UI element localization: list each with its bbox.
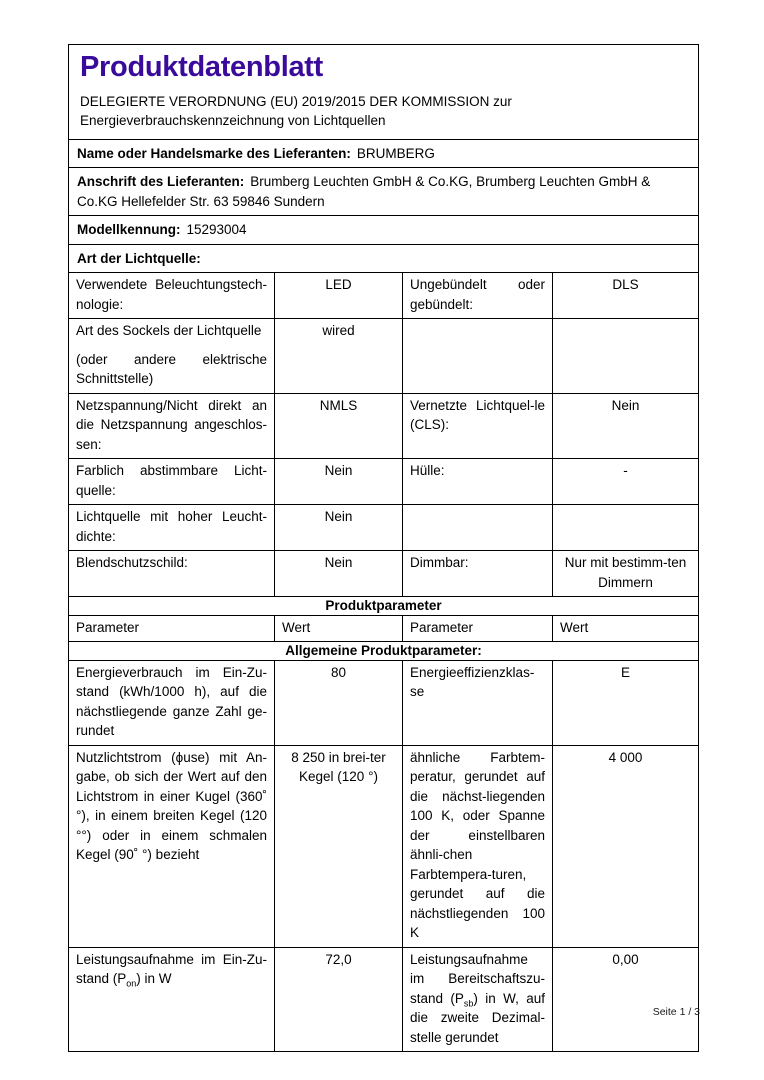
supplier-name-label: Name oder Handelsmarke des Lieferanten: [77,145,351,161]
general-parameters-section-title: Allgemeine Produktparameter: [68,641,699,661]
model-id-value: 15293004 [186,222,247,238]
param-text: ) in W [136,971,172,987]
param-line-2: (oder andere elektrische Schnittstelle) [76,351,267,387]
product-datasheet [68,45,699,1052]
param-cell: Blendschutzschild: [76,555,188,571]
param-cell: Lichtquelle mit hoher Leucht-dichte: [76,509,267,544]
param-cell: Energieeffizienzklas-se [402,661,552,745]
table-row [68,318,699,394]
param-cell [402,319,552,393]
param-text: Leistungsaufnahme im Bereitschaftszu-stand (P [410,951,545,1006]
value-cell: Nein [274,551,402,596]
table-row [68,393,699,460]
param-cell [402,948,552,1052]
table-row [68,272,699,319]
param-line-1: Art des Sockels der Lichtquelle [76,323,262,339]
param-cell: Nutzlichtstrom (ϕuse) mit An-gabe, ob sich der Wert auf den Lichtstrom in einer Kugel (360˚ °), in einem breiten Kegel (120 °°) oder in einem schmalen Kegel (90˚ °) bezieht [76,749,267,863]
column-header: Wert [552,616,698,641]
param-cell [69,948,274,1052]
param-cell: ähnliche Farbtem-peratur, gerundet auf die nächst-liegenden 100 K, oder Spanne der einstellbaren ähnli-chen Farbtempera-turen, gerundet auf die nächstliegenden 100 K [402,746,552,947]
document-header [68,44,699,140]
param-cell [402,505,552,550]
supplier-name-row [68,139,699,169]
value-cell: Nein [552,394,698,459]
supplier-address-value: Brumberg Leuchten GmbH & Co.KG, Brumberg Leuchten GmbH & Co.KG Hellefelder Str. 63 59846 Sundern [77,174,651,209]
param-cell: Vernetzte Lichtquel-le (CLS): [402,394,552,459]
supplier-address-row [68,167,699,216]
value-cell: - [552,459,698,504]
param-subscript: sb [463,998,474,1009]
light-source-section-label: Art der Lichtquelle: [77,250,201,266]
model-id-row [68,215,699,245]
value-cell: 8 250 in brei-ter Kegel (120 °) [274,746,402,947]
table-row [68,504,699,551]
value-cell: NMLS [274,394,402,459]
value-cell: Nein [274,459,402,504]
value-cell: wired [274,319,402,393]
value-cell: E [552,661,698,745]
table-row [68,745,699,948]
value-cell: Nein [274,505,402,550]
value-cell: 80 [274,661,402,745]
param-cell: Energieverbrauch im Ein-Zu-stand (kWh/1000 h), auf die nächstliegende ganze Zahl ge-rundet [76,664,267,739]
table-row [68,947,699,1053]
value-cell: Nur mit bestimm-ten Dimmern [552,551,698,596]
supplier-name-value: BRUMBERG [356,145,435,161]
page-title: Produktdatenblatt [80,51,324,83]
column-header: Wert [274,616,402,641]
light-source-section-header [68,244,699,274]
param-cell: Verwendete Beleuchtungstech-nologie: [76,277,267,312]
param-cell: Netzspannung/Nicht direkt an die Netzspannung angeschlos-sen: [76,397,267,452]
value-cell [552,319,698,393]
product-parameters-section-title: Produktparameter [68,596,699,616]
regulation-line-1: DELEGIERTE VERORDNUNG (EU) 2019/2015 DER KOMMISSION zur [80,93,512,109]
value-cell: DLS [552,273,698,318]
regulation-subtitle [80,92,687,131]
param-cell: Dimmbar: [402,551,552,596]
param-cell [69,319,274,393]
page-indicator: Seite 1 / 3 [652,1006,700,1018]
table-header-row [68,615,699,642]
table-row [68,458,699,505]
value-cell: 4 000 [552,746,698,947]
value-cell: 0,00 [552,948,698,1052]
table-row [68,660,699,746]
column-header: Parameter [402,616,552,641]
param-subscript: on [126,978,137,989]
table-row [68,550,699,597]
param-cell: Hülle: [402,459,552,504]
param-cell: Farblich abstimmbare Licht-quelle: [76,463,267,498]
model-id-label: Modellkennung: [77,222,181,238]
param-text: Leistungsaufnahme im Ein-Zu-stand (P [76,951,267,987]
value-cell: 72,0 [274,948,402,1052]
column-header: Parameter [76,620,140,636]
value-cell: LED [274,273,402,318]
param-cell: Ungebündelt oder gebündelt: [402,273,552,318]
value-cell [552,505,698,550]
supplier-address-label: Anschrift des Lieferanten: [77,174,245,190]
regulation-line-2: Energieverbrauchskennzeichnung von Lichtquellen [80,113,386,129]
param-text: ) in W, auf die zweite Dezimal-stelle gerundet [410,990,545,1045]
